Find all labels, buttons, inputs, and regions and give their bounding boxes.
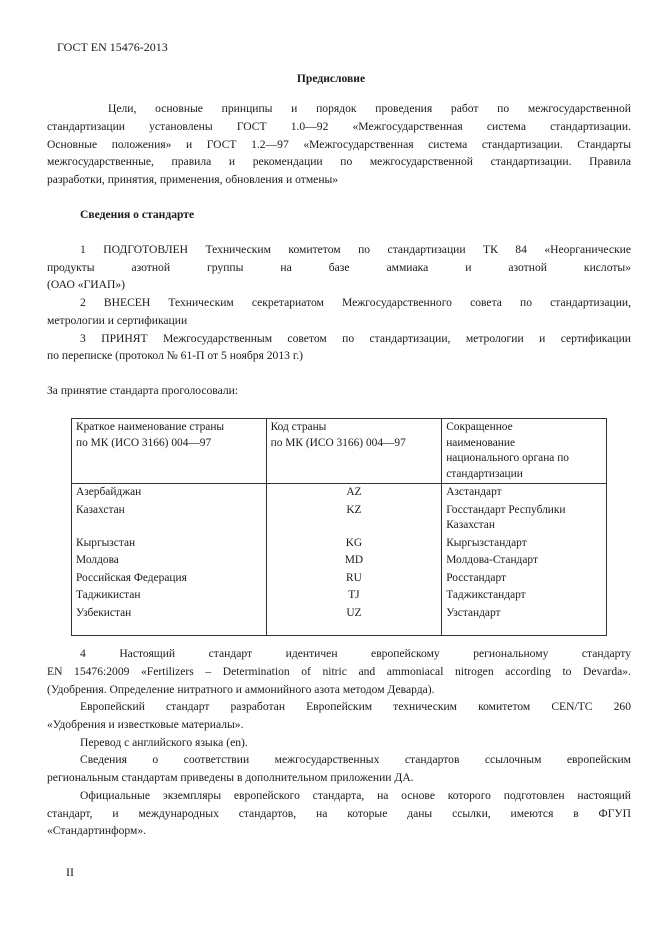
country-code: KZ (266, 502, 442, 535)
official-copies-line: стандарт, и международных стандартов, на которые даны ссылки, имеются в ФГУП (47, 807, 631, 820)
european-committee-line: «Удобрения и известковые материалы». (47, 718, 244, 731)
country-code: RU (266, 570, 442, 588)
country-name: Узбекистан (72, 605, 267, 636)
header-country-code: Код страны по МК (ИСО 3166) 004—97 (266, 419, 442, 484)
standard-info-heading: Сведения о стандарте (80, 208, 195, 221)
item-3-line: 3 ПРИНЯТ Межгосударственным советом по стандартизации, метрологии и сертификации (80, 332, 631, 345)
item-2-line: метрологии и сертификации (47, 314, 188, 327)
item-1-line: (ОАО «ГИАП») (47, 278, 125, 291)
national-body: Таджикстандарт (442, 587, 607, 605)
country-name: Молдова (72, 552, 267, 570)
national-body: Молдова-Стандарт (442, 552, 607, 570)
national-body: Госстандарт Республики Казахстан (442, 502, 607, 535)
national-body: Азстандарт (442, 484, 607, 502)
item-4-line: 4 Настоящий стандарт идентичен европейскому региональному стандарту (80, 647, 631, 660)
preface-line: стандартизации установлены ГОСТ 1.0—92 «Межгосударственная система стандартизации. (47, 120, 631, 133)
vote-intro: За принятие стандарта проголосовали: (47, 384, 239, 397)
official-copies-line: Официальные экземпляры европейского стандарта, на основе которого подготовлен настоящий (80, 789, 631, 802)
table-row (72, 484, 607, 502)
page-number: II (66, 865, 74, 879)
voting-countries-table (71, 418, 607, 636)
table-row (72, 605, 607, 636)
country-code: TJ (266, 587, 442, 605)
preface-line: межгосударственные, правила и рекомендации по межгосударственной стандартизации. Правила (47, 155, 631, 168)
table-row (72, 535, 607, 553)
references-line: региональным стандартам приведены в дополнительном приложении ДА. (47, 771, 414, 784)
preface-title: Предисловие (296, 72, 366, 85)
header-country-name: Краткое наименование страны по МК (ИСО 3166) 004—97 (72, 419, 267, 484)
translation-note: Перевод с английского языка (en). (80, 736, 248, 749)
item-4-line: EN 15476:2009 «Fertilizers – Determination of nitric and ammoniacal nitrogen according to Devarda». (47, 665, 631, 678)
national-body: Росстандарт (442, 570, 607, 588)
table-row (72, 502, 607, 535)
european-committee-line: Европейский стандарт разработан Европейским техническим комитетом CEN/TC 260 (80, 700, 631, 713)
item-3-line: по переписке (протокол № 61-П от 5 ноября 2013 г.) (47, 349, 304, 362)
table-header-row (72, 419, 607, 484)
country-name: Таджикистан (72, 587, 267, 605)
country-name: Азербайджан (72, 484, 267, 502)
preface-line: разработки, принятия, применения, обновления и отмены» (47, 173, 339, 186)
preface-line: Основные положения» и ГОСТ 1.2—97 «Межгосударственная система стандартизации. Стандарты (47, 138, 631, 151)
item-1-line: 1 ПОДГОТОВЛЕН Техническим комитетом по стандартизации ТК 84 «Неорганические (80, 243, 631, 256)
table-row (72, 587, 607, 605)
country-code: KG (266, 535, 442, 553)
table-row (72, 570, 607, 588)
document-code-header: ГОСТ EN 15476-2013 (57, 40, 168, 54)
table-row (72, 552, 607, 570)
header-national-body: Сокращенное наименование национального органа по стандартизации (442, 419, 607, 484)
item-4-line: (Удобрения. Определение нитратного и аммонийного азота методом Деварда). (47, 683, 435, 696)
item-2-line: 2 ВНЕСЕН Техническим секретариатом Межгосударственного совета по стандартизации, (80, 296, 631, 309)
country-code: MD (266, 552, 442, 570)
national-body: Узстандарт (442, 605, 607, 636)
preface-line: Цели, основные принципы и порядок проведения работ по межгосударственной (108, 102, 631, 115)
national-body: Кыргызстандарт (442, 535, 607, 553)
country-name: Казахстан (72, 502, 267, 535)
country-code: UZ (266, 605, 442, 636)
country-name: Российская Федерация (72, 570, 267, 588)
item-1-line: продукты азотной группы на базе аммиака и азотной кислоты» (47, 261, 631, 274)
country-name: Кыргызстан (72, 535, 267, 553)
references-line: Сведения о соответствии межгосударственных стандартов ссылочным европейским (80, 753, 631, 766)
official-copies-line: «Стандартинформ». (47, 824, 147, 837)
country-code: AZ (266, 484, 442, 502)
